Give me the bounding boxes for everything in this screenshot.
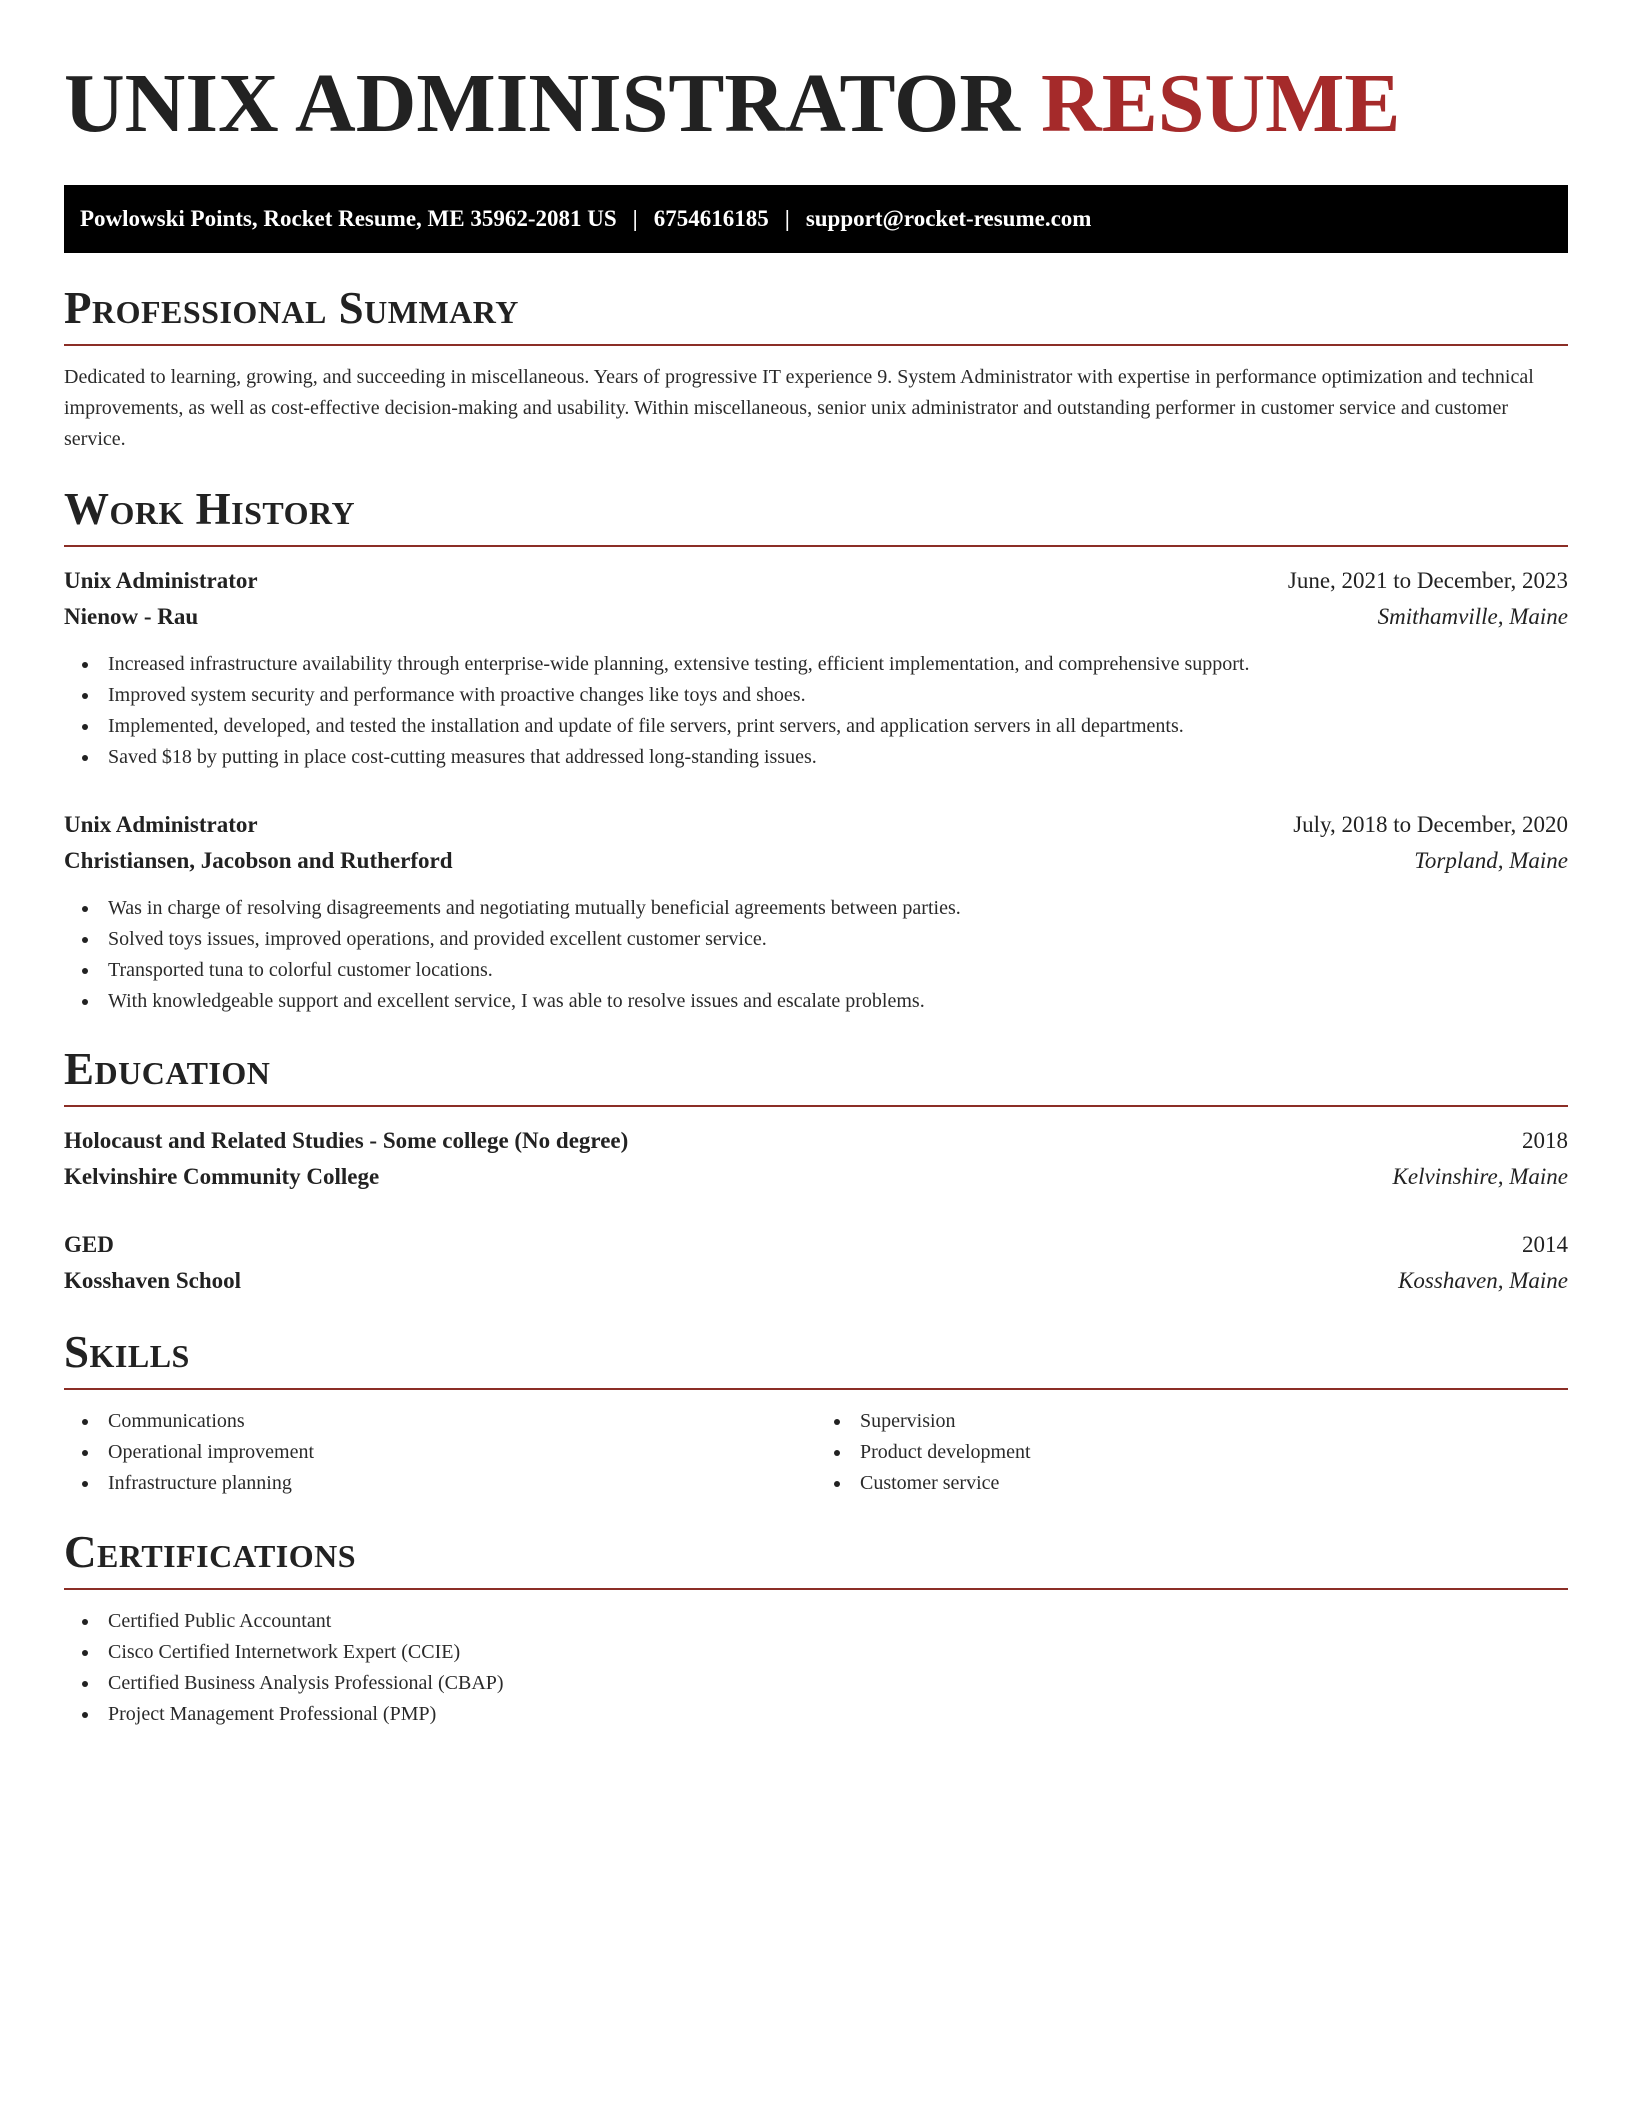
education-year: 2018 xyxy=(1522,1128,1568,1153)
job-company: Nienow - Rau xyxy=(64,604,199,629)
list-item: Supervision xyxy=(816,1406,1568,1437)
work-history-section xyxy=(64,483,1568,1017)
title-accent: RESUME xyxy=(1041,57,1401,150)
job-company-row xyxy=(64,599,1568,635)
contact-phone[interactable]: 6754616185 xyxy=(653,206,769,231)
section-divider xyxy=(64,1105,1568,1107)
job-location: Torpland, Maine xyxy=(1414,848,1568,873)
job-bullets xyxy=(64,893,1568,1017)
skills-column-right xyxy=(816,1406,1568,1499)
contact-bar xyxy=(64,185,1568,253)
summary-section xyxy=(64,282,1568,455)
education-degree: GED xyxy=(64,1232,114,1257)
list-item: Cisco Certified Internetwork Expert (CCIE) xyxy=(64,1637,1568,1668)
education-location: Kosshaven, Maine xyxy=(1398,1268,1568,1293)
certifications-heading: Certifications xyxy=(64,1527,357,1577)
job-title: Unix Administrator xyxy=(64,812,258,837)
skills-column-left xyxy=(64,1406,816,1499)
job-company: Christiansen, Jacobson and Rutherford xyxy=(64,848,453,873)
title-main: UNIX ADMINISTRATOR xyxy=(64,57,1021,150)
job-header-row xyxy=(64,807,1568,843)
skills-heading: Skills xyxy=(64,1327,190,1377)
education-location: Kelvinshire, Maine xyxy=(1392,1164,1568,1189)
list-item: Saved $18 by putting in place cost-cutting measures that addressed long-standing issues. xyxy=(64,742,1568,773)
education-entry xyxy=(64,1227,1568,1299)
education-school: Kosshaven School xyxy=(64,1268,242,1293)
section-divider xyxy=(64,344,1568,346)
list-item: Certified Public Accountant xyxy=(64,1606,1568,1637)
list-item: Product development xyxy=(816,1437,1568,1468)
list-item: Communications xyxy=(64,1406,816,1437)
list-item: Project Management Professional (PMP) xyxy=(64,1699,1568,1730)
contact-separator: | xyxy=(632,206,638,231)
summary-heading: Professional Summary xyxy=(64,283,519,333)
section-divider xyxy=(64,1388,1568,1390)
list-item: Implemented, developed, and tested the installation and update of file servers, print servers, and application servers in all departments. xyxy=(64,711,1568,742)
work-history-heading: Work History xyxy=(64,484,356,534)
education-school: Kelvinshire Community College xyxy=(64,1164,380,1189)
contact-email[interactable]: support@rocket-resume.com xyxy=(805,206,1092,231)
summary-text: Dedicated to learning, growing, and succeeding in miscellaneous. Years of progressive IT experience 9. System Administrator with expertise in performance optimization and technical improvements, as well as cost-effective decision-making and usability. Within miscellaneous, senior unix administrator and outstanding performer in customer service and customer service. xyxy=(64,366,1534,450)
skills-section xyxy=(64,1326,1568,1499)
job-header-row xyxy=(64,563,1568,599)
contact-separator: | xyxy=(784,206,790,231)
job-dates: July, 2018 to December, 2020 xyxy=(1293,812,1568,837)
job-title: Unix Administrator xyxy=(64,568,258,593)
job-dates: June, 2021 to December, 2023 xyxy=(1287,568,1568,593)
education-degree-row xyxy=(64,1227,1568,1263)
education-degree-row xyxy=(64,1123,1568,1159)
certifications-list xyxy=(64,1606,1568,1730)
education-year: 2014 xyxy=(1522,1232,1568,1257)
education-degree: Holocaust and Related Studies - Some college (No degree) xyxy=(64,1128,629,1153)
skills-grid xyxy=(64,1406,1568,1499)
job-bullets xyxy=(64,649,1568,773)
education-section xyxy=(64,1043,1568,1299)
list-item: With knowledgeable support and excellent service, I was able to resolve issues and escalate problems. xyxy=(64,986,1568,1017)
education-heading: Education xyxy=(64,1044,271,1094)
education-school-row xyxy=(64,1263,1568,1299)
list-item: Was in charge of resolving disagreements and negotiating mutually beneficial agreements between parties. xyxy=(64,893,1568,924)
list-item: Certified Business Analysis Professional (CBAP) xyxy=(64,1668,1568,1699)
list-item: Operational improvement xyxy=(64,1437,816,1468)
list-item: Customer service xyxy=(816,1468,1568,1499)
education-school-row xyxy=(64,1159,1568,1195)
resume-title xyxy=(64,0,1568,152)
list-item: Increased infrastructure availability through enterprise-wide planning, extensive testing, efficient implementation, and comprehensive support. xyxy=(64,649,1568,680)
job-entry xyxy=(64,807,1568,1017)
certifications-section xyxy=(64,1526,1568,1730)
job-location: Smithamville, Maine xyxy=(1377,604,1568,629)
list-item: Improved system security and performance with proactive changes like toys and shoes. xyxy=(64,680,1568,711)
list-item: Transported tuna to colorful customer locations. xyxy=(64,955,1568,986)
education-entry xyxy=(64,1123,1568,1195)
job-entry xyxy=(64,563,1568,773)
list-item: Infrastructure planning xyxy=(64,1468,816,1499)
job-company-row xyxy=(64,843,1568,879)
list-item: Solved toys issues, improved operations, and provided excellent customer service. xyxy=(64,924,1568,955)
section-divider xyxy=(64,1588,1568,1590)
section-divider xyxy=(64,545,1568,547)
contact-address: Powlowski Points, Rocket Resume, ME 35962-2081 US xyxy=(80,206,617,231)
